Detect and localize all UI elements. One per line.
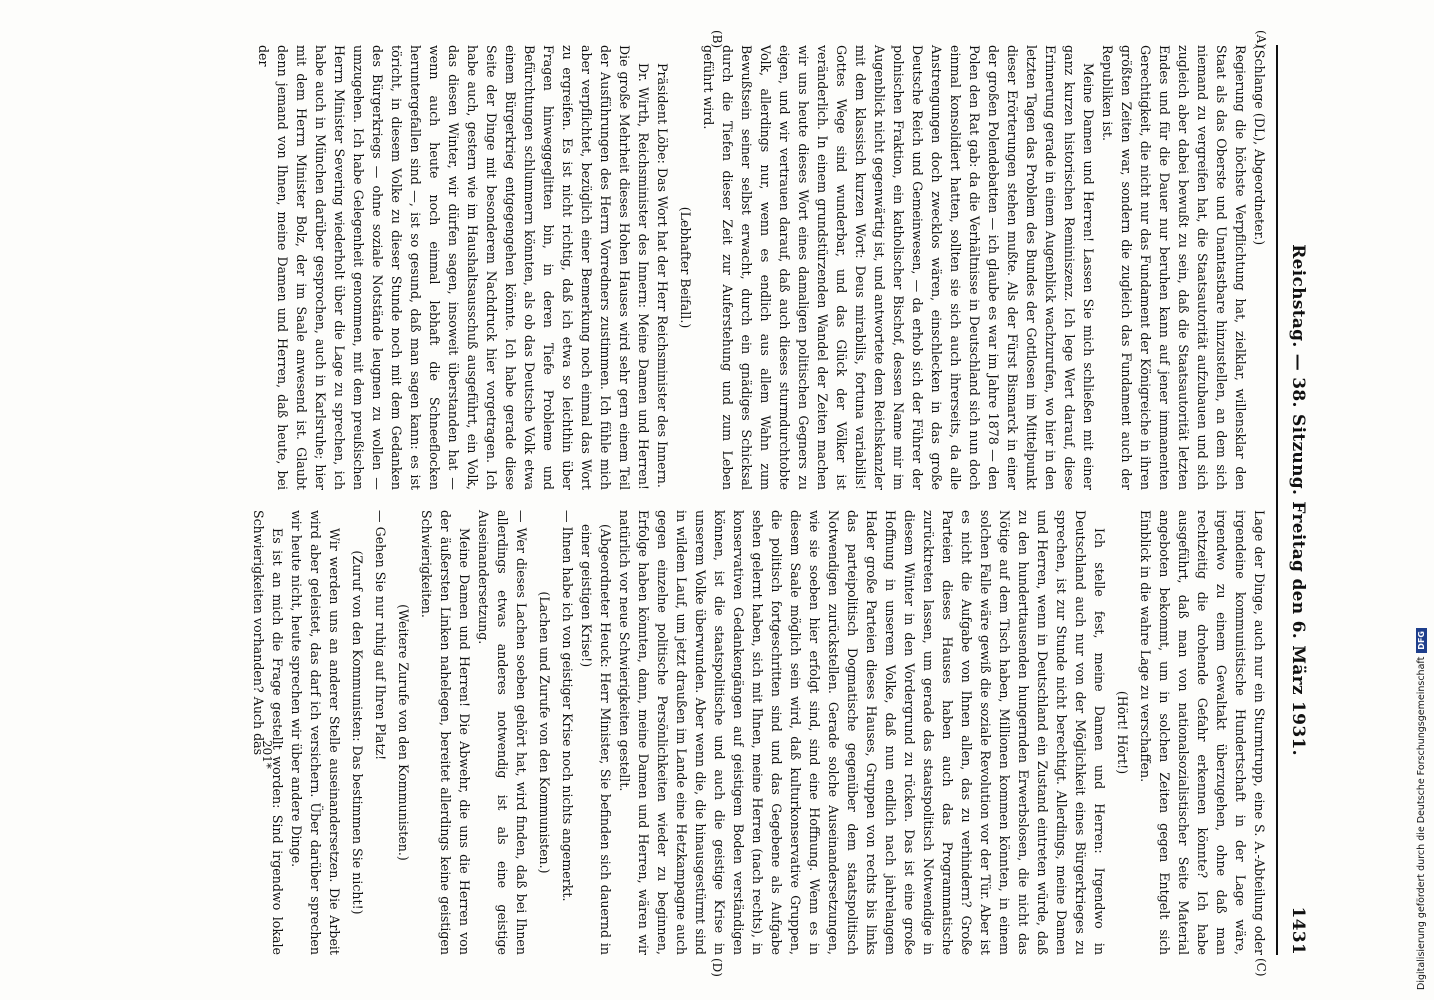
margin-mark-c: (C) — [1254, 958, 1268, 977]
right-column-paragraph: (Zuruf von den Kommunisten: Das bestimmen Sie nicht!) — [350, 550, 365, 915]
right-column-paragraph: Lage der Dinge, auch nur ein Sturmtrupp, eine S. A.-Abteilung oder irgendeine kommunistische Hundertschaft in der Lage wäre, irgendwo zu einem Gewaltakt überzugehen, ohne daß man rechtzeitig die drohende Gefahr erkennen könnte? Ich habe ausgeführt, daß man von nationalsozialistischer Seite Material angeboten bekommt, um in solchen Zeiten gegen Entgelt sich Einblick in die wahre Lage zu verschaffen. — [1138, 510, 1267, 955]
right-column-paragraph: — Ihnen habe ich von geistiger Krise noch nichts angemerkt. — [560, 510, 575, 902]
footer-number: 201* — [260, 740, 274, 769]
margin-mark-d: (D) — [710, 958, 724, 977]
digitization-note — [1412, 631, 1432, 990]
right-column-paragraph: Ich stelle fest, meine Damen und Herren: Irgendwo in Deutschland auch nur von der Möglichkeit eines Bürgerkrieges zu sprechen, ist zur Stunde nicht berechtigt. Allerdings, meine Damen und Herren, wenn in Deutschland ein Zustand eintreten würde, daß zu den hunderttausenden hungernden Erwerbslosen, die nicht das Nötige auf dem Tisch haben, Millionen kommen könnten, in einem solchen Falle wäre gewiß die soziale Revolution vor der Tür. Aber ist es nicht die Aufgabe von Ihnen allen, das zu verhindern? Große Parteien dieses Hauses haben auch das Programmatische zurücktreten lassen, um gerade das staatspolitisch Notwendige in diesem Winter in den Vordergrund zu rücken. Das ist eine große Hoffnung in unserem Volke, daß nun endlich nach jahrelangem Hader große Parteien dieses Hauses, Gruppen von rechts bis links das parteipolitisch Dogmatische gegenüber dem staatspolitisch Notwendigen zurückstellen. Gerade solche Auseinandersetzungen, wie sie soeben hier erfolgt sind, sind eine Hoffnung. Wenn es in diesem Saale möglich sein wird, daß kulturkonservative Gruppen, die politisch fortgeschritten sind und das Gegebene als Aufgabe sehen gelernt haben, sich mit Ihnen, meine Herren (nach rechts), in konservativen Gedankengängen auf geistigem Boden verständigen können, ist die staatspolitische und auch die geistige Krise in unserem Volke überwunden. Aber wenn die, die hinausgestürmt sind in wildem Lauf, um jetzt draußen im Lande eine Hetzkampagne auch gegen einzelne politische Persönlichkeiten wieder zu beginnen, Erfolge haben könnten, dann, meine Damen und Herren, wären wir natürlich vor neue Schwierigkeiten gestellt. — [617, 510, 1107, 955]
margin-mark-a: (A) — [1254, 30, 1268, 49]
right-column-paragraph: (Hört! Hört!) — [1115, 690, 1130, 775]
left-column-paragraph: Präsident Löbe: Das Wort hat der Herr Reichsminister des Innern. — [655, 63, 670, 488]
left-column-paragraph: (Schlange (DL), Abgeordneter.) — [1252, 45, 1267, 246]
left-column-paragraph: Dr. Wirth, Reichsminister des Innern: Meine Damen und Herren! Die große Mehrheit dieses Hohen Hauses wird sehr gern einem Teil der Ausführungen des Herrn Vorredners zustimmen. Ich fühle mich aber verpflichtet, bezüglich einer Bemerkung noch einmal das Wort zu ergreifen. Es ist nicht richtig, daß ich etwa so leichthin über Fragen hinweggeglitten bin, in deren Tiefe Probleme und Befürchtungen schlummern könnten, als ob das Deutsche Volk etwa einem Bürgerkrieg entgegengehen könnte. Ich habe gerade diese Seite der Dinge mit besonderem Nachdruck hier vorgetragen. Ich habe auch, gestern wie im Haushaltsausschuß ausgeführt, ein Volk, das diesen Winter, wir dürfen sagen, insoweit überstanden hat — wenn auch heute noch einmal lebhaft die Schneeflocken heruntergefallen sind —, ist so gesund, daß man sagen kann: es ist töricht, in diesem Volke zu dieser Stunde noch mit dem Gedanken des Bürgerkriegs — ohne soziale Notstände leugnen zu wollen — umzugehen. Ich habe Gelegenheit genommen, mit dem preußischen Herrn Minister Severing wiederholt über die Lage zu sprechen, ich habe auch in München darüber gesprochen, auch in Karlsruhe; hier mit dem Herrn Minister Bolz, der im Saale anwesend ist. Glaubt denn jemand von Ihnen, meine Damen und Herren, daß heute, bei der — [256, 45, 651, 490]
right-column-paragraph: Meine Damen und Herren! Die Abwehr, die uns die Herren von der äußersten Linken nahelegen, bereitet allerdings keine geistigen Schwierigkeiten. — [419, 510, 472, 955]
right-column-paragraph: Es ist an mich die Frage gestellt worden: Sind irgendwo lokale Schwierigkeiten vorhanden? Auch das — [251, 510, 285, 955]
running-title: Reichstag. — 38. Sitzung. Freitag den 6. März 1931. — [1288, 244, 1308, 756]
right-column — [249, 510, 1269, 955]
page-header — [1276, 45, 1314, 955]
right-column-paragraph: (Lachen und Zurufe von den Kommunisten.) — [537, 591, 552, 874]
right-column-paragraph: (Abgeordneter Heuck: Herr Minister, Sie befinden sich dauernd in einer geistigen Krise!) — [579, 524, 613, 955]
margin-mark-b: (B) — [710, 30, 724, 49]
right-column-paragraph: — Gehen Sie nur ruhig auf Ihren Platz! — [373, 510, 388, 761]
left-column — [254, 45, 1269, 490]
left-column-paragraph: Regierung die höchste Verpflichtung hat, zielklar, willensklar den Staat als das Oberste und Unantastbare hinzustellen, an dem sich niemand zu vergreifen hat, die Staatsautorität aufzubauen und sich zugleich aber dabei bewußt zu sein, daß die Staatsautorität letzten Endes und für die Dauer nur beruhen kann auf jener immanenten Gerechtigkeit, die nicht nur das Fundament der Königreiche in ihren größten Zeiten war, sondern die zugleich das Fundament auch der Republiken ist. — [1100, 45, 1248, 490]
right-column-paragraph: — Wer dieses Lachen soeben gehört hat, wird finden, daß bei Ihnen allerdings etwas anderes notwendig ist als eine geistige Auseinandersetzung. — [476, 510, 529, 955]
right-column-paragraph: Wir werden uns an anderer Stelle auseinandersetzen. Die Arbeit wird aber geleistet, das darf ich versichern. Über darüber sprechen wir heute nicht, heute sprechen wir über andere Dinge. — [289, 510, 342, 955]
digitization-text: Digitalisierung gefördert durch die Deutsche Forschungsgemeinschaft — [1415, 656, 1427, 990]
dfg-logo: DFG — [1416, 628, 1427, 653]
page-number: 1431 — [1288, 906, 1308, 955]
left-column-paragraph: (Lebhafter Beifall.) — [678, 206, 693, 329]
right-column-paragraph: (Weitere Zurufe von den Kommunisten.) — [396, 604, 411, 861]
left-column-paragraph: Meine Damen und Herren! Lassen Sie mich schließen mit einer ganz kurzen historischen Reminiszenz. Ich lege Wert darauf, diese Erinnerung gerade in einem Augenblick wachzurufen, wo hier in den letzten Tagen das Problem des Bundes der Gottlosen im Mittelpunkt dieser Erörterungen stehen mußte. Als der Fürst Bismarck in einer der großen Polendebatten — ich glaube es war im Jahre 1878 — den Polen den Rat gab: da die Verhältnisse in Deutschland sich nun doch einmal konsolidiert hatten, sollten sie sich auch ihrerseits, da alle Anstrengungen doch zwecklos wären, einschlecken in das große Deutsche Reich und Gemeinwesen, — da erhob sich der Führer der polnischen Fraktion, ein katholischer Bischof, dessen Name mir im Augenblick nicht gegenwärtig ist, und antwortete dem Reichskanzler mit dem klassisch kurzen Wort: Deus mirabilis, fortuna variabilis! Gottes Wege sind wunderbar, und das Glück der Völker ist veränderlich. In einem grundstürzenden Wandel der Zeiten machen wir uns heute dieses Wort eines damaligen politischen Gegners zu eigen, und wir vertrauen darauf, daß auch dieses sturmdurchtobte Volk, allerdings nur, wenn es endlich aus allem Wahn zum Bewußtsein seiner selbst erwacht, durch ein gnädiges Schicksal durch die Tiefen dieser Zeit zur Auferstehung und zum Leben geführt wird. — [701, 45, 1096, 490]
